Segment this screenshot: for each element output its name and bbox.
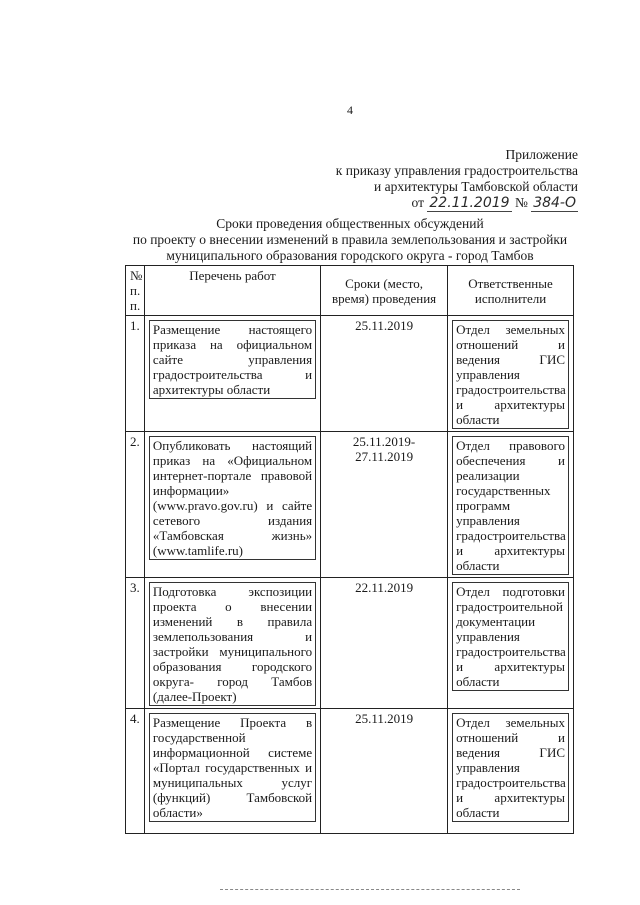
title-line-2: по проекту о внесении изменений в правила землепользования и застройки: [132, 232, 568, 247]
table-header-row: [126, 266, 574, 316]
row-date: 25.11.2019: [321, 316, 448, 432]
scan-artifact-line: [220, 889, 520, 891]
number-label: №: [514, 195, 528, 210]
row-num: 4.: [126, 709, 145, 834]
row-resp-text: Отдел земельных отношений и ведения ГИС управления градостроительства и архитектуры области: [452, 320, 569, 429]
table-row: [126, 432, 574, 578]
row-date: 25.11.2019: [321, 709, 448, 834]
appendix-title: Приложение: [505, 147, 578, 162]
header-num: № п. п.: [126, 266, 145, 316]
page-number: 4: [347, 103, 353, 117]
order-line: [336, 195, 578, 211]
row-num: 3.: [126, 578, 145, 709]
row-work-text: Размещение Проекта в государственной информационной системе «Портал государственных и муниципальных услуг (функций) Тамбовской области»: [149, 713, 316, 822]
header-work: Перечень работ: [144, 266, 320, 316]
row-resp: [448, 578, 574, 709]
row-work: [144, 578, 320, 709]
row-resp: [448, 316, 574, 432]
row-work-text: Подготовка экспозиции проекта о внесении изменений в правила землепользования и застройки муниципального образования городского округа- город Тамбов (далее-Проект): [149, 582, 316, 706]
from-label: от: [411, 195, 425, 210]
schedule-table: [125, 265, 574, 834]
row-date: 25.11.2019-27.11.2019: [321, 432, 448, 578]
table-row: [126, 578, 574, 709]
row-work: [144, 432, 320, 578]
order-number: 384-О: [533, 195, 576, 211]
row-work: [144, 709, 320, 834]
order-date: 22.11.2019: [429, 195, 510, 211]
table-row: [126, 709, 574, 834]
row-resp: [448, 709, 574, 834]
row-num: 2.: [126, 432, 145, 578]
row-date: 22.11.2019: [321, 578, 448, 709]
row-resp-text: Отдел подготовки градостроительной документации управления градостроительства и архитектуры области: [452, 582, 569, 691]
title-line-1: Сроки проведения общественных обсуждений: [216, 216, 484, 231]
appendix-line-1: к приказу управления градостроительства: [335, 163, 578, 178]
row-resp-text: Отдел правового обеспечения и реализации государственных программ управления градостроительства и архитектуры области: [452, 436, 569, 575]
row-work: [144, 316, 320, 432]
title-line-3: муниципального образования городского округа - город Тамбов: [166, 248, 534, 263]
appendix-header: [336, 147, 578, 211]
appendix-line-2: и архитектуры Тамбовской области: [374, 179, 578, 194]
header-resp: Ответственные исполнители: [448, 266, 574, 316]
header-date: Сроки (место, время) проведения: [321, 266, 448, 316]
row-work-text: Размещение настоящего приказа на официальном сайте управления градостроительства и архитектуры области: [149, 320, 316, 399]
row-resp-text: Отдел земельных отношений и ведения ГИС управления градостроительства и архитектуры области: [452, 713, 569, 822]
table-row: [126, 316, 574, 432]
document-title: [120, 216, 580, 264]
row-num: 1.: [126, 316, 145, 432]
row-work-text: Опубликовать настоящий приказ на «Официальном интернет-портале правовой информации» (www.pravo.gov.ru) и сайте сетевого издания «Тамбовская жизнь» (www.tamlife.ru): [149, 436, 316, 560]
row-resp: [448, 432, 574, 578]
